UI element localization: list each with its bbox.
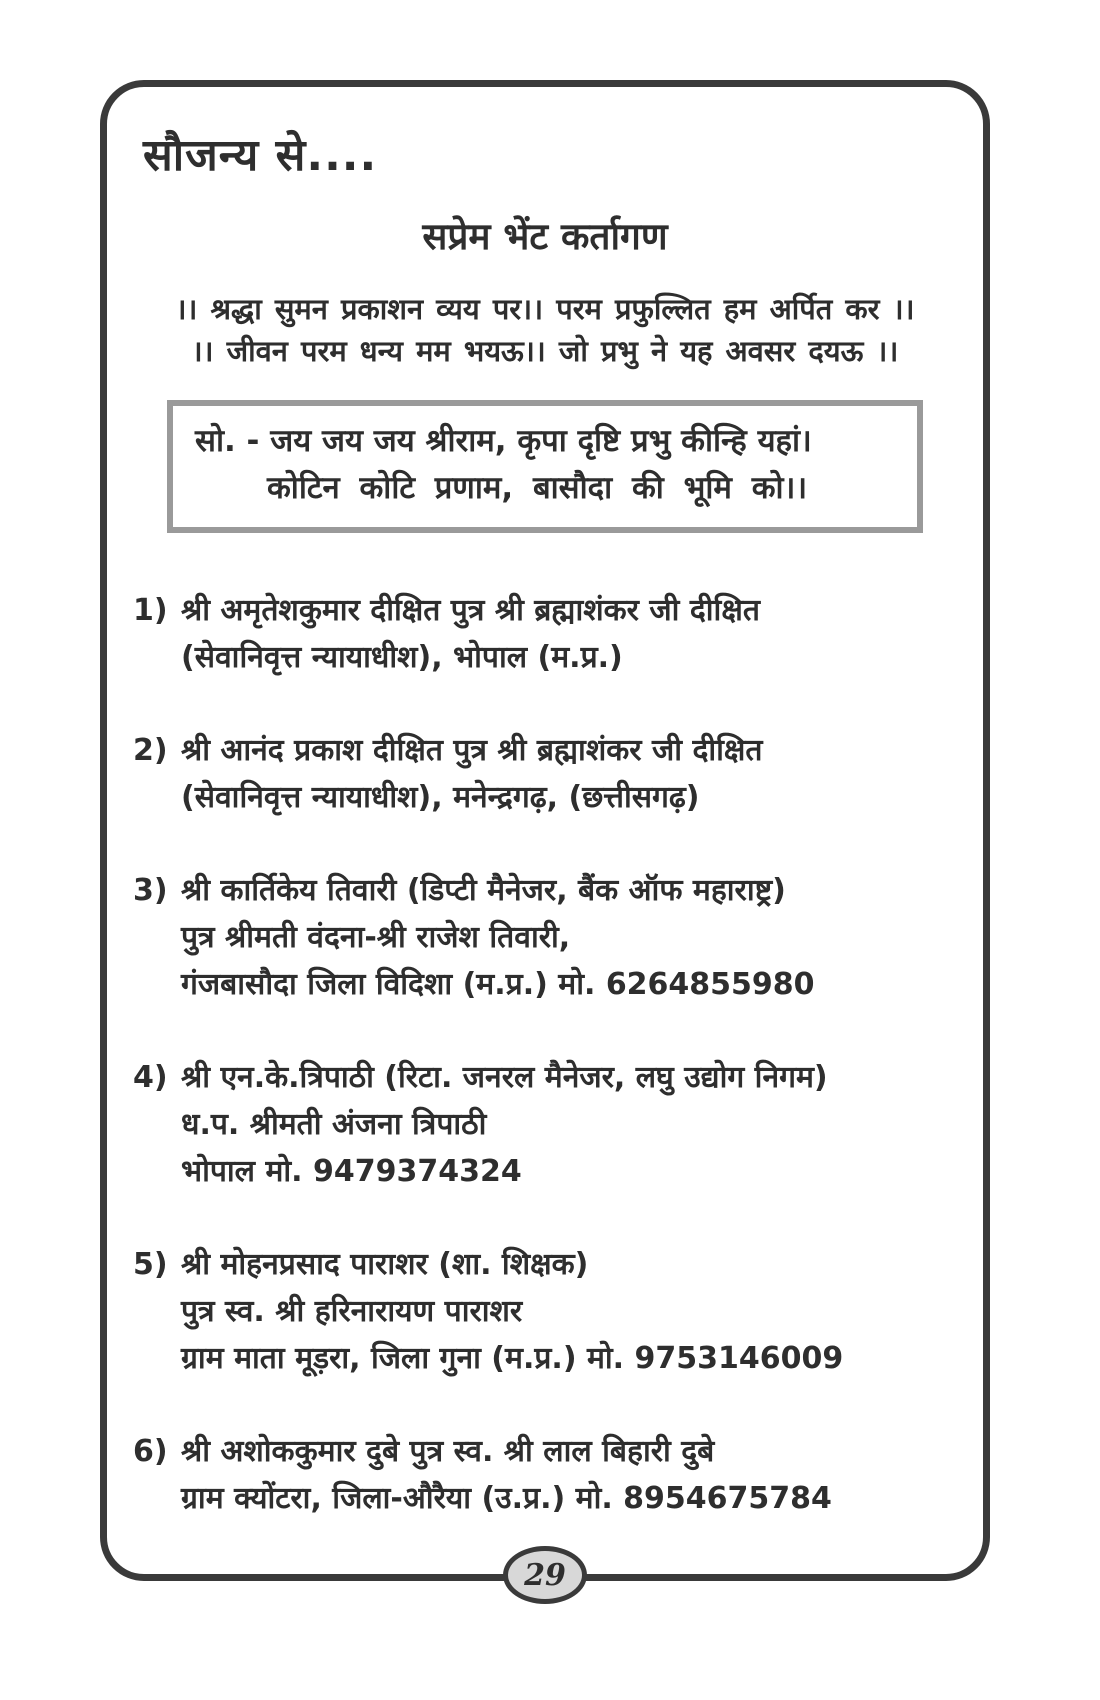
donor-lines [181, 1428, 955, 1522]
page-number-badge [503, 1546, 587, 1604]
donor-number: 1) [133, 593, 168, 629]
donor-line: श्री अशोककुमार दुबे पुत्र स्व. श्री लाल बिहारी दुबे [181, 1434, 715, 1470]
donor-line: गंजबासौदा जिला विदिशा (म.प्र.) मो. 6264855980 [181, 967, 815, 1003]
donor-line: भोपाल मो. 9479374324 [181, 1154, 522, 1190]
verse-line-1: ।। श्रद्धा सुमन प्रकाशन व्यय पर।। परम प्रफुल्लित हम अर्पित कर ।। [175, 292, 915, 326]
couplet-line-1: सो. - जय जय जय श्रीराम, कृपा दृष्टि प्रभु कीन्हि यहां। [195, 423, 812, 460]
donor-line: ग्राम माता मूड़रा, जिला गुना (म.प्र.) मो. 9753146009 [181, 1341, 844, 1377]
donor-number: 2) [133, 733, 168, 769]
donor-item [127, 867, 955, 1008]
page-frame [100, 80, 990, 1593]
donor-number: 3) [133, 873, 168, 909]
donor-item [127, 1428, 955, 1522]
couplet-line-2: कोटिन कोटि प्रणाम, बासौदा की भूमि को।। [267, 469, 808, 506]
donor-item [127, 727, 955, 821]
donor-number: 6) [133, 1434, 168, 1470]
donor-line: श्री एन.के.त्रिपाठी (रिटा. जनरल मैनेजर, लघु उद्योग निगम) [181, 1060, 828, 1096]
donor-line: पुत्र श्रीमती वंदना-श्री राजेश तिवारी, [181, 920, 571, 956]
donor-lines [181, 1054, 955, 1195]
page-number: 29 [524, 1557, 566, 1593]
donor-number: 4) [133, 1060, 168, 1096]
page-title: सौजन्य से.... [143, 130, 378, 181]
donor-item [127, 1054, 955, 1195]
donor-lines [181, 1241, 955, 1382]
donor-line: (सेवानिवृत्त न्यायाधीश), मनेन्द्रगढ़, (छत्तीसगढ़) [181, 780, 700, 816]
dedication-verses [107, 288, 983, 372]
donor-list [127, 587, 955, 1522]
donor-lines [181, 867, 955, 1008]
donor-line: पुत्र स्व. श्री हरिनारायण पाराशर [181, 1294, 523, 1330]
section-heading: सप्रेम भेंट कर्तागण [422, 215, 668, 258]
donor-line: (सेवानिवृत्त न्यायाधीश), भोपाल (म.प्र.) [181, 640, 623, 676]
donor-line: श्री अमृतेशकुमार दीक्षित पुत्र श्री ब्रह्माशंकर जी दीक्षित [181, 593, 760, 629]
donor-number: 5) [133, 1247, 168, 1283]
donor-item [127, 587, 955, 681]
donor-lines [181, 727, 955, 821]
verse-line-2: ।। जीवन परम धन्य मम भयऊ।। जो प्रभु ने यह अवसर दयऊ ।। [191, 334, 899, 369]
donor-line: ध.प. श्रीमती अंजना त्रिपाठी [181, 1107, 487, 1143]
donor-item [127, 1241, 955, 1382]
donor-lines [181, 587, 955, 681]
donor-line: श्री आनंद प्रकाश दीक्षित पुत्र श्री ब्रह्माशंकर जी दीक्षित [181, 733, 763, 769]
donor-line: श्री मोहनप्रसाद पाराशर (शा. शिक्षक) [181, 1247, 589, 1283]
couplet-box [167, 400, 923, 533]
donor-line: श्री कार्तिकेय तिवारी (डिप्टी मैनेजर, बैंक ऑफ महाराष्ट्र) [181, 873, 786, 909]
donor-line: ग्राम क्योंटरा, जिला-औरैया (उ.प्र.) मो. 8954675784 [181, 1481, 832, 1517]
